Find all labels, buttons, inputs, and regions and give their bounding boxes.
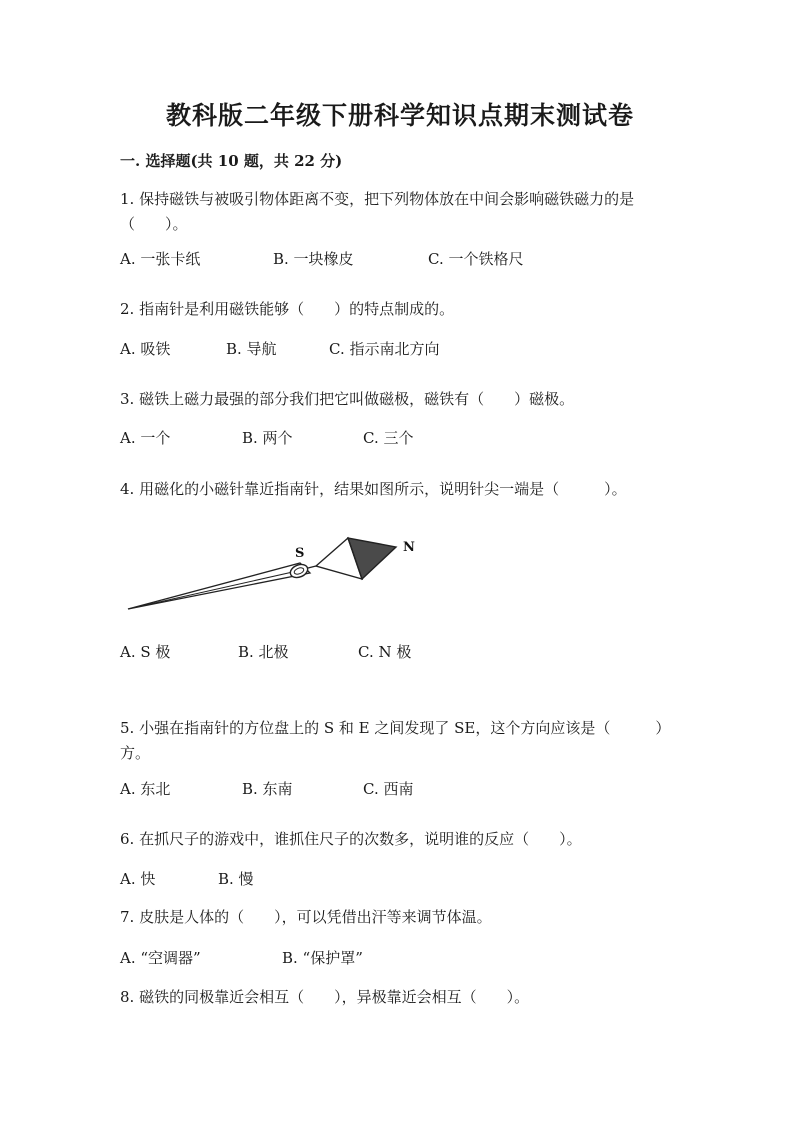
question-6-option-a: A. 快 bbox=[120, 870, 156, 888]
question-7-option-a: A. “空调器” bbox=[120, 949, 201, 967]
question-7-stem: 7. 皮肤是人体的（ ），可以凭借出汗等来调节体温。 bbox=[120, 908, 492, 926]
question-5-options bbox=[120, 778, 680, 800]
question-4-option-c: C. N 极 bbox=[358, 643, 412, 661]
needle-compass-drawing bbox=[120, 525, 430, 617]
question-5-option-c: C. 西南 bbox=[363, 780, 414, 798]
question-7-option-b: B. “保护罩” bbox=[282, 949, 363, 967]
question-5-stem: 5. 小强在指南针的方位盘上的 S 和 E 之间发现了 SE，这个方向应该是（ ）方。 bbox=[120, 719, 671, 762]
question-2-stem: 2. 指南针是利用磁铁能够（ ）的特点制成的。 bbox=[120, 300, 455, 318]
needle-icon bbox=[128, 563, 310, 609]
question-2-options bbox=[120, 338, 680, 360]
section-heading: 一. 选择题(共 10 题，共 22 分) bbox=[120, 152, 343, 170]
question-4-options bbox=[120, 641, 680, 663]
question-1-option-b: B. 一块橡皮 bbox=[273, 250, 354, 268]
question-3-option-a: A. 一个 bbox=[120, 429, 171, 447]
question-1-options bbox=[120, 248, 680, 270]
question-3-option-b: B. 两个 bbox=[242, 429, 293, 447]
n-pole-label: N bbox=[403, 540, 415, 555]
page-title: 教科版二年级下册科学知识点期末测试卷 bbox=[165, 101, 634, 130]
question-6-option-b: B. 慢 bbox=[218, 870, 254, 888]
question-6-stem: 6. 在抓尺子的游戏中，谁抓住尺子的次数多，说明谁的反应（ ）。 bbox=[120, 830, 582, 848]
question-4-option-b: B. 北极 bbox=[238, 643, 289, 661]
question-3-stem: 3. 磁铁上磁力最强的部分我们把它叫做磁极，磁铁有（ ）磁极。 bbox=[120, 390, 575, 408]
needle-center-line bbox=[128, 569, 306, 609]
question-5-option-b: B. 东南 bbox=[242, 780, 293, 798]
question-2-option-b: B. 导航 bbox=[226, 340, 277, 358]
s-pole-label: S bbox=[295, 546, 305, 561]
question-8-stem: 8. 磁铁的同极靠近会相互（ ），异极靠近会相互（ ）。 bbox=[120, 988, 530, 1006]
question-4-option-a: A. S 极 bbox=[120, 643, 171, 661]
magnet-needle-compass-figure bbox=[120, 525, 430, 617]
question-1-option-c: C. 一个铁格尺 bbox=[428, 250, 524, 268]
question-4-stem: 4. 用磁化的小磁针靠近指南针，结果如图所示，说明针尖一端是（ ）。 bbox=[120, 480, 627, 498]
question-7-options bbox=[120, 947, 680, 969]
question-2-option-a: A. 吸铁 bbox=[120, 340, 171, 358]
question-1-option-a: A. 一张卡纸 bbox=[120, 250, 201, 268]
question-1-stem: 1. 保持磁铁与被吸引物体距离不变，把下列物体放在中间会影响磁铁磁力的是（ ）。 bbox=[120, 190, 635, 233]
question-2-option-c: C. 指示南北方向 bbox=[329, 340, 440, 358]
question-3-option-c: C. 三个 bbox=[363, 429, 414, 447]
question-5-option-a: A. 东北 bbox=[120, 780, 171, 798]
question-6-options bbox=[120, 868, 680, 890]
question-3-options bbox=[120, 427, 680, 449]
